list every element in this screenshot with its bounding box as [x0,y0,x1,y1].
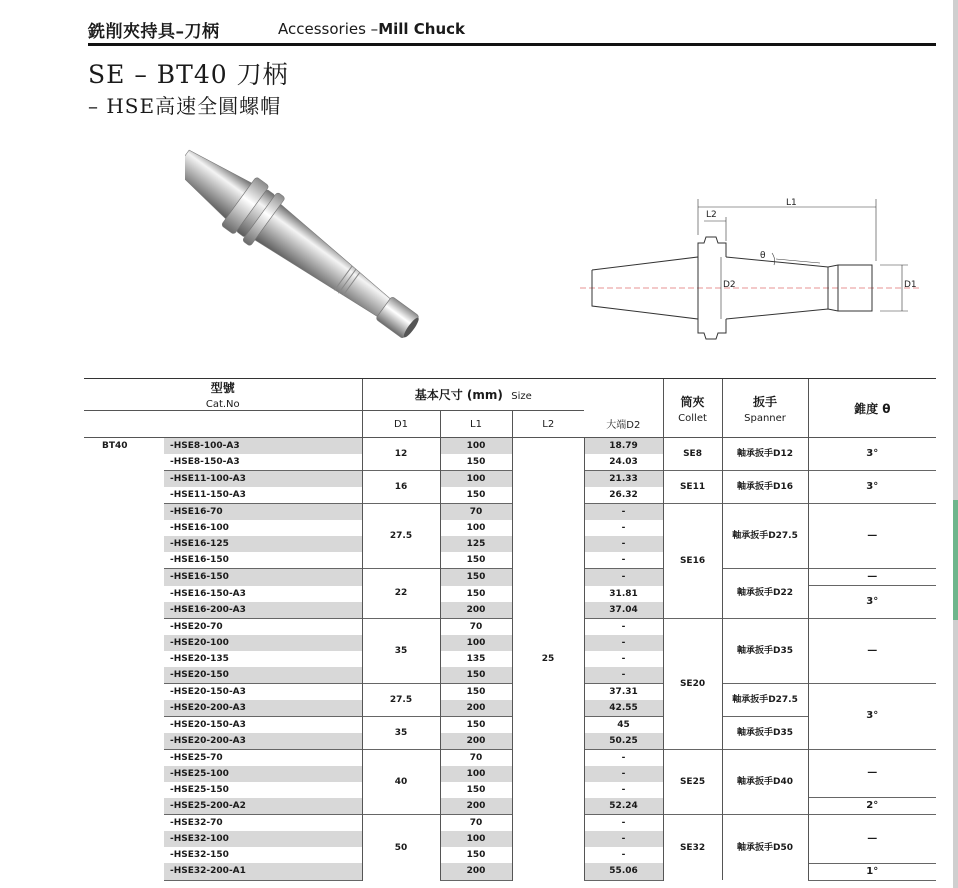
d2-cell: 52.24 [584,798,663,815]
cat-no-cell: -HSE16-70 [164,504,362,521]
table-row [84,438,936,455]
collet-cell: SE16 [663,504,722,619]
header-dims-size: Size [511,391,532,402]
table-row [84,569,936,586]
d2-cell: 50.25 [584,733,663,750]
cat-no-cell: -HSE16-150-A3 [170,588,246,599]
header-title-en-bold: Mill Chuck [378,20,465,38]
l1-cell: 150 [440,667,512,684]
l1-cell: 70 [440,504,512,521]
cat-no-cell: -HSE20-150-A3 [164,683,362,700]
spec-table [84,378,936,881]
d2-cell: 24.03 [584,454,663,471]
l1-cell: 100 [440,635,512,651]
diagram-label-l1: L1 [786,198,797,208]
header-taper: 錐度 θ [808,379,936,438]
collet-cell: SE32 [663,815,722,881]
d1-cell: 35 [362,618,440,683]
diagram-label-theta: θ [760,251,766,261]
header-title-en [278,20,465,38]
diagram-label-d1: D1 [904,280,917,290]
table-row [84,586,936,602]
cat-no-cell: -HSE32-200-A1 [164,863,362,880]
d2-cell: - [584,536,663,552]
cat-no-cell: -HSE32-100 [164,831,362,847]
header-dims [362,379,584,411]
product-title: SE – BT40 刀柄 [88,60,289,89]
page-edge-marker [953,500,958,620]
header-d1: D1 [362,411,440,438]
l1-cell: 150 [440,552,512,569]
d1-cell: 40 [362,749,440,815]
l1-cell: 70 [440,749,512,766]
product-subtitle: – HSE高速全圓螺帽 [88,94,282,118]
table-row [84,815,936,832]
d2-cell: - [584,552,663,569]
taper-cell: 3° [808,471,936,504]
tool-holder-image [185,130,445,360]
d2-cell: 42.55 [584,700,663,717]
header-title-cn: 銑削夾持具–刀柄 [88,22,220,42]
taper-cell: 1° [808,863,936,880]
d2-cell: - [584,651,663,667]
l1-cell: 100 [440,438,512,455]
header-collet [663,379,722,438]
d2-cell: - [584,618,663,635]
d2-cell: 18.79 [584,438,663,455]
table-row [84,798,936,815]
d2-cell: 26.32 [584,487,663,504]
cat-no-cell: -HSE25-100 [164,766,362,782]
l1-cell: 200 [440,733,512,750]
d1-cell: 27.5 [362,683,440,716]
l2-cell: 25 [512,438,584,881]
d2-cell: - [584,847,663,863]
cat-no-cell: -HSE16-150 [164,569,362,586]
d2-cell: 37.31 [584,683,663,700]
l1-cell: 150 [440,454,512,471]
taper-cell: — [808,815,936,864]
l1-cell: 100 [440,766,512,782]
spanner-cell: 軸承扳手D40 [722,749,808,815]
cat-no-cell: -HSE20-150-A3 [164,716,362,733]
diagram-label-l2: L2 [706,210,717,220]
collet-cell: SE8 [663,438,722,471]
cat-no-cell: -HSE16-200-A3 [164,602,362,619]
taper-cell: 3° [808,586,936,619]
d1-cell: 16 [362,471,440,504]
spanner-cell: 軸承扳手D35 [722,716,808,749]
cat-no-cell: -HSE32-150 [170,850,229,860]
spanner-cell: 軸承扳手D12 [722,438,808,471]
table-row [84,683,936,700]
d2-cell: - [584,569,663,586]
l1-cell: 200 [440,700,512,717]
cat-no-cell: -HSE25-200-A2 [164,798,362,815]
l1-cell: 150 [440,569,512,586]
header-spanner [722,379,808,438]
cat-no-cell: -HSE25-150 [170,784,229,795]
header-l2: L2 [512,411,584,438]
spanner-cell: 軸承扳手D50 [722,815,808,881]
cat-no-cell: -HSE16-100 [170,523,229,533]
spanner-cell: 軸承扳手D27.5 [722,504,808,569]
d2-cell: - [584,667,663,684]
l1-cell: 100 [440,471,512,488]
cat-no-cell: -HSE20-135 [170,653,229,664]
l1-cell: 135 [440,651,512,667]
collet-cell: SE20 [663,618,722,749]
dimension-diagram [580,195,920,345]
d1-cell: 22 [362,569,440,619]
page-edge-bar [953,0,958,888]
d2-cell: - [584,782,663,798]
l1-cell: 100 [440,520,512,536]
header-divider [88,43,936,46]
collet-cell: SE11 [663,471,722,504]
taper-cell: 3° [808,438,936,471]
d2-cell: 21.33 [584,471,663,488]
table-row [84,749,936,766]
d1-cell: 12 [362,438,440,471]
d2-cell: 45 [584,716,663,733]
cat-no-cell: -HSE20-150 [164,667,362,684]
table-row [84,863,936,880]
d2-cell: - [584,749,663,766]
taper-cell: — [808,749,936,798]
cat-no-cell: -HSE11-150-A3 [170,490,246,500]
header-spanner-cn: 扳手 [753,394,778,409]
header-dims-cn: 基本尺寸 (mm) [414,388,503,402]
l1-cell: 200 [440,863,512,880]
d2-cell: 31.81 [584,586,663,602]
header-model [84,379,362,411]
cat-no-cell: -HSE20-70 [164,618,362,635]
cat-no-cell: -HSE11-100-A3 [164,471,362,488]
cat-no-cell: -HSE20-100 [164,635,362,651]
cat-no-cell: -HSE8-100-A3 [164,438,362,455]
spec-table-body [84,438,936,881]
d2-cell: - [584,504,663,521]
spanner-cell: 軸承扳手D35 [722,618,808,683]
cat-no-cell: -HSE16-150 [170,555,229,565]
collet-cell: SE25 [663,749,722,815]
l1-cell: 200 [440,798,512,815]
d2-cell: - [584,635,663,651]
header-collet-cn: 筒夾 [680,394,705,409]
l1-cell: 150 [440,782,512,798]
l1-cell: 150 [440,586,512,602]
group-label: BT40 [102,441,128,451]
d2-cell: 55.06 [584,863,663,880]
l1-cell: 150 [440,683,512,700]
l1-cell: 150 [440,716,512,733]
cat-no-cell: -HSE25-70 [164,749,362,766]
l1-cell: 150 [440,487,512,504]
cat-no-cell: -HSE20-200-A3 [164,700,362,717]
diagram-label-d2: D2 [723,280,736,290]
l1-cell: 200 [440,602,512,619]
header-d2: 大端D2 [584,411,663,438]
l1-cell: 70 [440,618,512,635]
spanner-cell: 軸承扳手D22 [722,569,808,619]
header-collet-en: Collet [678,412,707,424]
l1-cell: 125 [440,536,512,552]
l1-cell: 70 [440,815,512,832]
table-row [84,471,936,488]
spanner-cell: 軸承扳手D27.5 [722,683,808,716]
d2-cell: - [584,831,663,847]
cat-no-cell: -HSE16-125 [164,536,362,552]
header-model-cn: 型號 [210,381,235,395]
d1-cell: 35 [362,716,440,749]
d2-cell: - [584,766,663,782]
cat-no-cell: -HSE32-70 [164,815,362,832]
header-spanner-en: Spanner [744,412,786,424]
cat-no-cell: -HSE20-200-A3 [164,733,362,750]
table-row [84,504,936,521]
l1-cell: 150 [440,847,512,863]
taper-cell: 2° [808,798,936,815]
taper-cell: — [808,504,936,569]
cat-no-cell: -HSE8-150-A3 [170,457,240,467]
d2-cell: - [584,520,663,536]
header-l1: L1 [440,411,512,438]
header-model-en: Cat.No [205,399,240,410]
taper-cell: — [808,618,936,683]
table-row [84,618,936,635]
d2-cell: - [584,815,663,832]
spanner-cell: 軸承扳手D16 [722,471,808,504]
header-title-en-prefix: Accessories – [278,20,379,38]
page-header [88,14,936,44]
d2-cell: 37.04 [584,602,663,619]
taper-cell: 3° [808,683,936,749]
taper-cell: — [808,569,936,586]
d1-cell: 50 [362,815,440,881]
l1-cell: 100 [440,831,512,847]
d1-cell: 27.5 [362,504,440,569]
